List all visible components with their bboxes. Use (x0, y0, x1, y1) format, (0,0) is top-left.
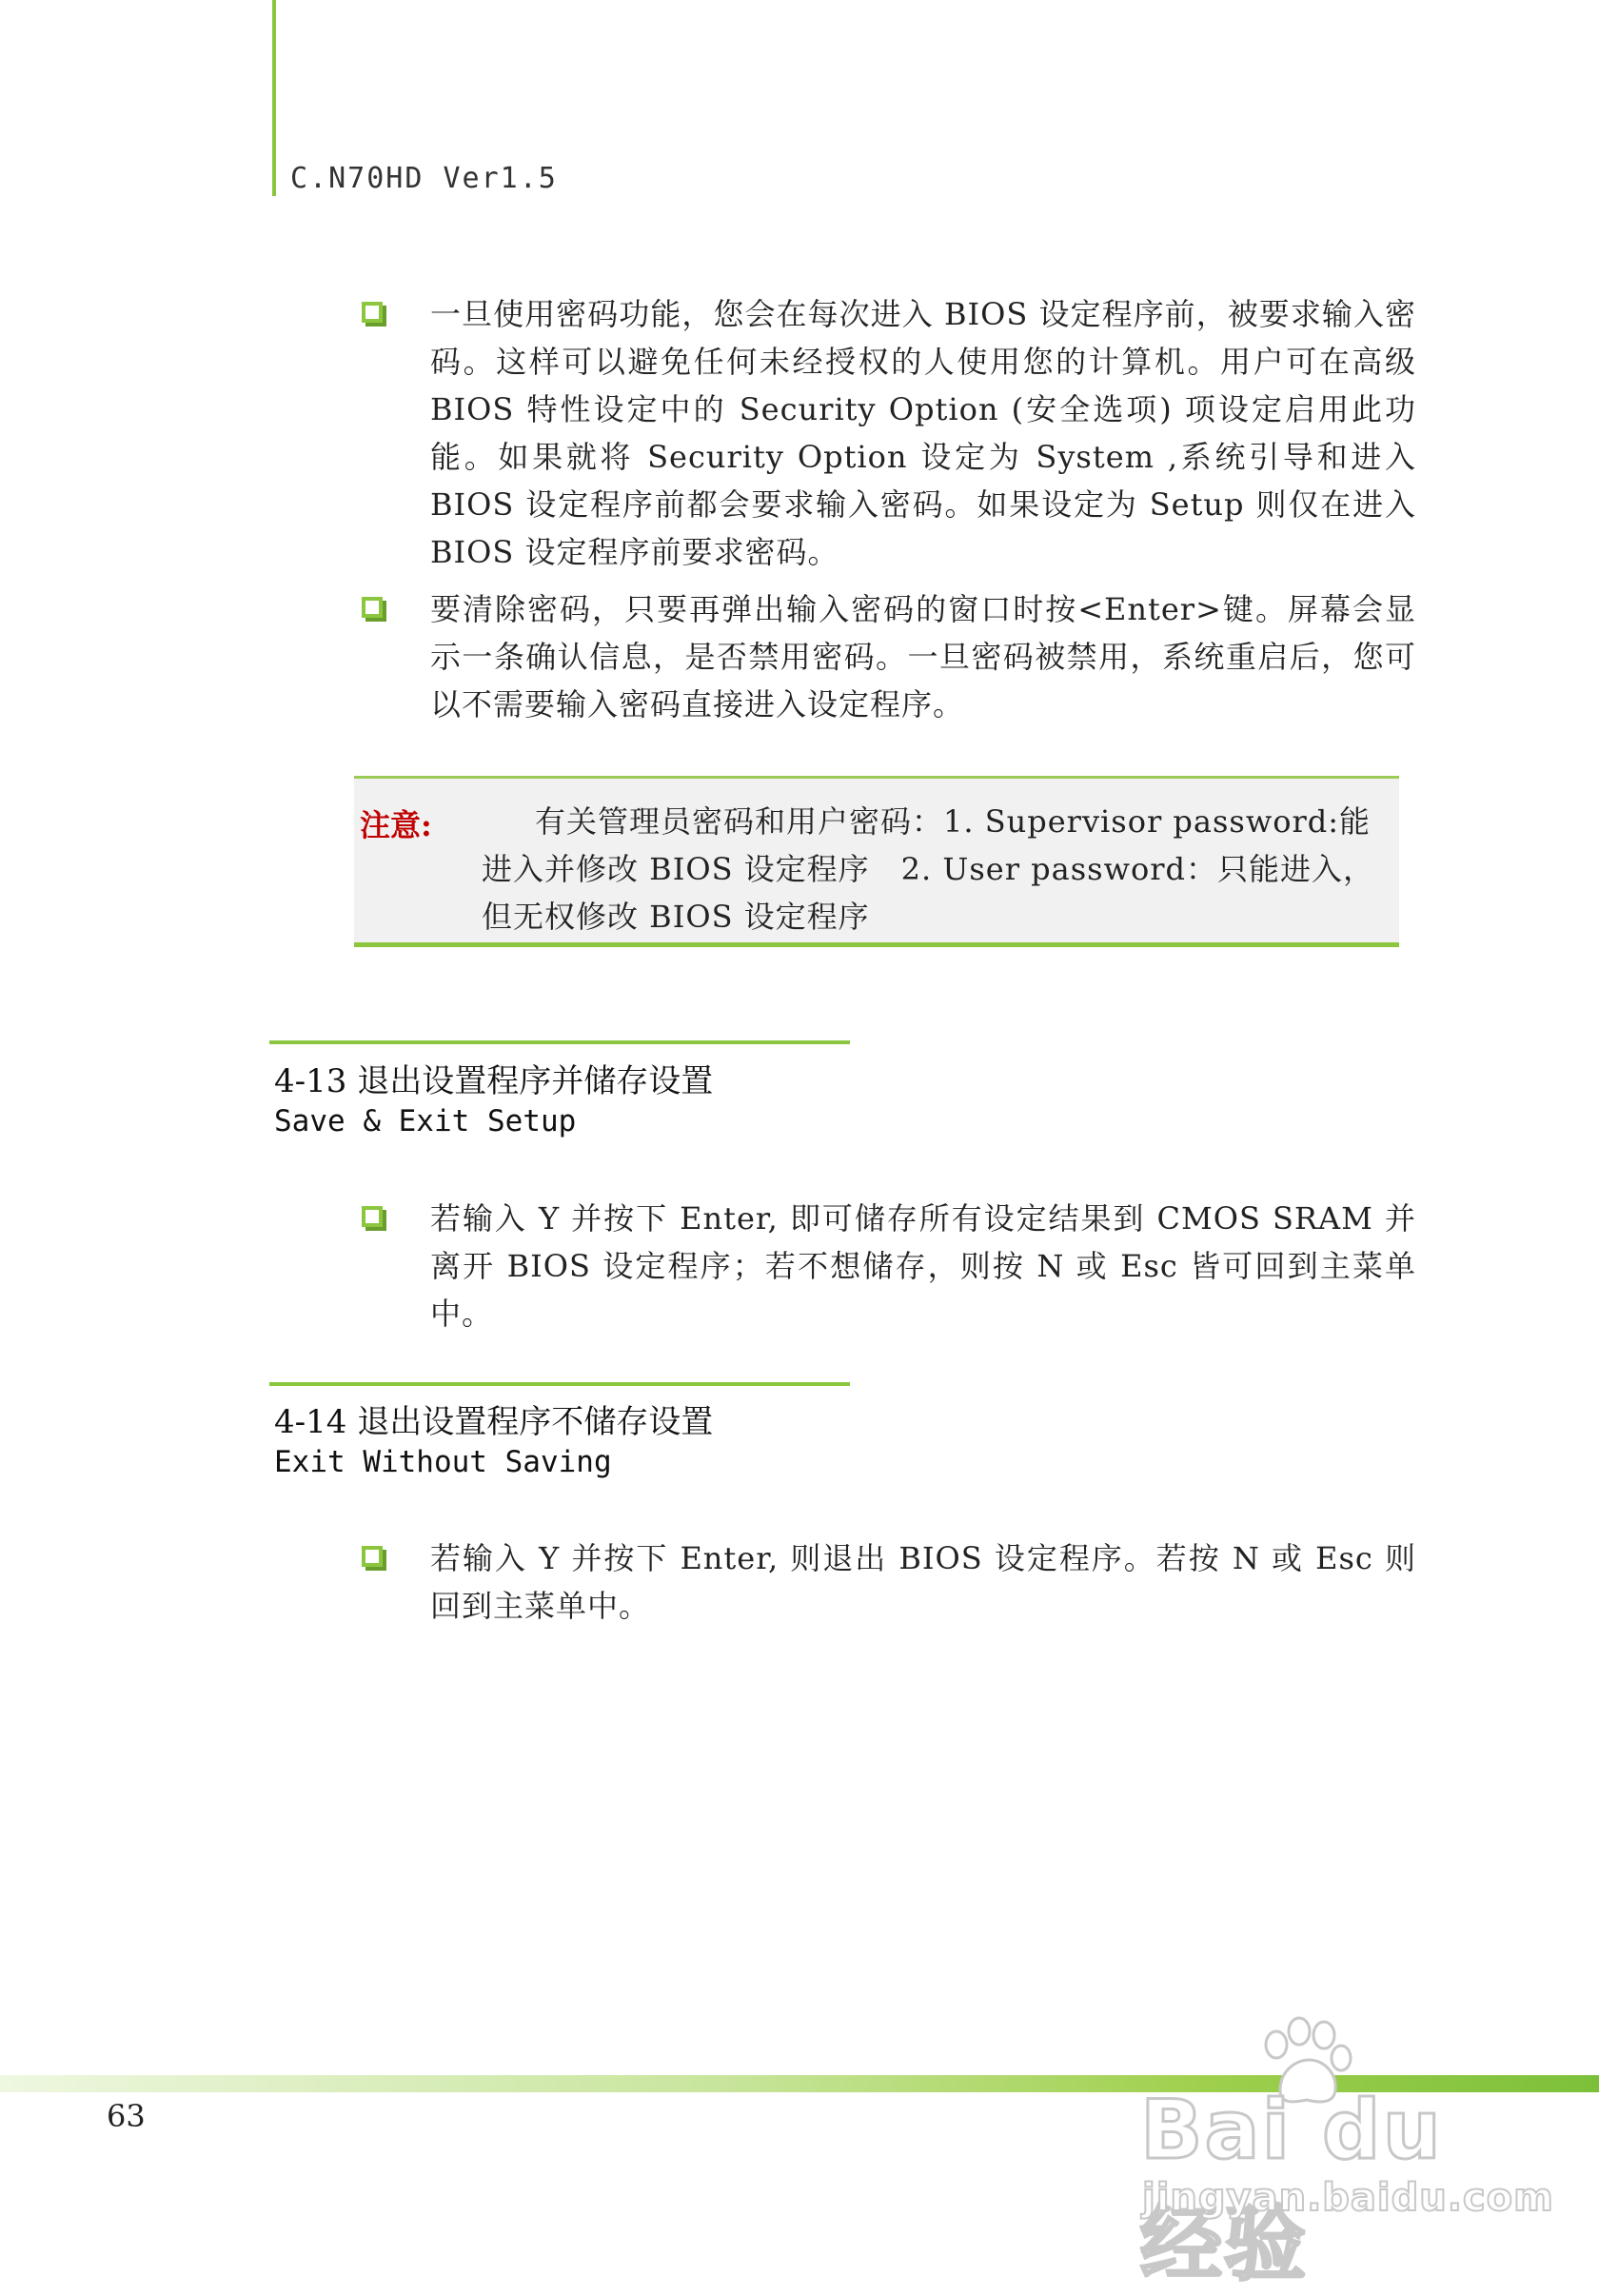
checkbox-bullet-icon (362, 597, 383, 618)
section-subtitle: Save & Exit Setup (274, 1104, 577, 1138)
header-accent-line (272, 0, 276, 196)
list-item-text: 若输入 Y 并按下 Enter, 则退出 BIOS 设定程序。若按 N 或 Esc 则回到主菜单中。 (430, 1540, 1416, 1624)
list-item-text: 一旦使用密码功能，您会在每次进入 BIOS 设定程序前，被要求输入密码。这样可以避免任何未经授权的人使用您的计算机。用户可在高级 BIOS 特性设定中的 Security Option (安全选项) 项设定启用此功能。如果就将 Security Option 设定为 System ,系统引导和进入 BIOS 设定程序前都会要求输入密码。如果设定为 Setup 则仅在进入 BIOS 设定程序前要求密码。 (430, 296, 1416, 570)
list-item (358, 1195, 1416, 1337)
section-title: 4-14 退出设置程序不储存设置 (274, 1403, 714, 1441)
watermark (1129, 2016, 1554, 2292)
note-text: 有关管理员密码和用户密码：1. Supervisor password:能进入并修改 BIOS 设定程序 2. User password：只能进入，但无权修改 BIOS 设定程序 (482, 803, 1375, 935)
list-item (358, 290, 1416, 576)
list-item (358, 585, 1416, 728)
page-number: 63 (107, 2098, 146, 2134)
section-divider (269, 1382, 850, 1386)
section-subtitle: Exit Without Saving (274, 1445, 612, 1479)
list-item-text: 要清除密码，只要再弹出输入密码的窗口时按<Enter>键。屏幕会显示一条确认信息，是否禁用密码。一旦密码被禁用，系统重启后，您可以不需要输入密码直接进入设定程序。 (430, 591, 1416, 722)
note-label: 注意: (360, 807, 432, 843)
note-box (354, 776, 1399, 947)
watermark-url: jingyan.baidu.com (1142, 2176, 1554, 2220)
section-title: 4-13 退出设置程序并储存设置 (274, 1062, 714, 1100)
list-item (358, 1534, 1416, 1630)
section-divider (269, 1040, 850, 1044)
checkbox-bullet-icon (362, 1546, 383, 1567)
list-item-text: 若输入 Y 并按下 Enter, 即可储存所有设定结果到 CMOS SRAM 并离开 BIOS 设定程序；若不想储存，则按 N 或 Esc 皆可回到主菜单中。 (430, 1200, 1416, 1332)
watermark-brand: Bai du 经验 (1140, 2083, 1443, 2292)
header-title: C.N70HD Ver1.5 (290, 162, 558, 195)
checkbox-bullet-icon (362, 1206, 383, 1227)
checkbox-bullet-icon (362, 302, 383, 323)
